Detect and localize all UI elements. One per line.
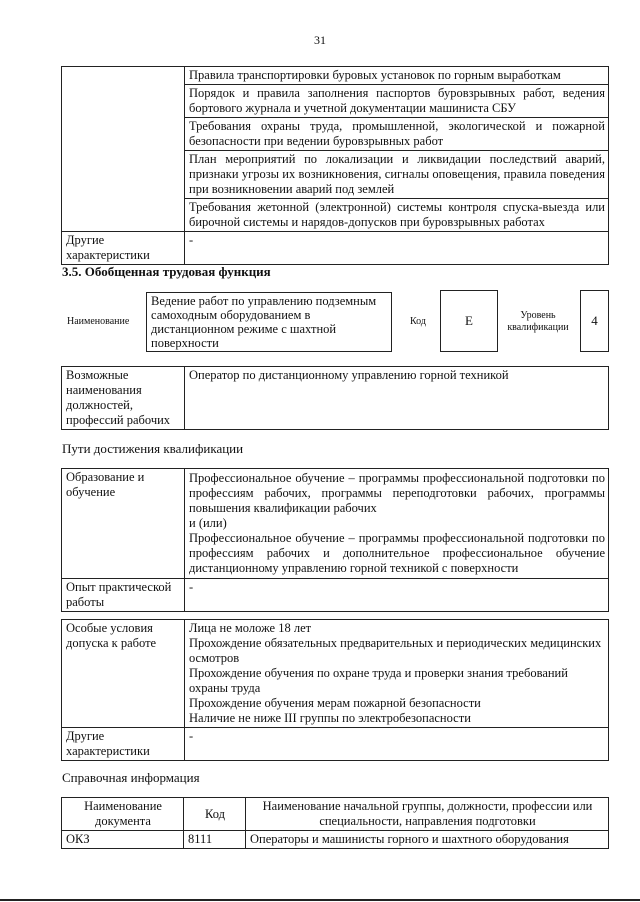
table-row xyxy=(62,232,609,265)
reference-header-name: Наименование начальной группы, должности, профессии или специальности, направления подготовки xyxy=(246,798,609,831)
reference-cell-code: 8111 xyxy=(184,831,246,849)
condition-line: Лица не моложе 18 лет xyxy=(189,621,312,635)
table-row xyxy=(62,579,609,612)
level-box xyxy=(580,290,609,352)
reference-header-document: Наименование документа xyxy=(62,798,184,831)
knowledge-item: Требования жетонной (электронной) системы контроля спуска-выезда или бирочной системы и нарядов-допусков при буровзрывных работах xyxy=(185,199,609,232)
education-table xyxy=(61,468,609,612)
possible-names-label: Возможные наименования должностей, профессий рабочих xyxy=(62,367,185,430)
function-name-box xyxy=(146,292,392,352)
education-line: и (или) xyxy=(189,516,227,530)
reference-cell-document: ОКЗ xyxy=(62,831,184,849)
table-row xyxy=(62,67,609,85)
knowledge-item: Правила транспортировки буровых установок по горным выработкам xyxy=(185,67,609,85)
paths-title: Пути достижения квалификации xyxy=(62,441,244,456)
condition-line: Прохождение обязательных предварительных и периодических медицинских осмотров xyxy=(189,636,602,665)
table-row xyxy=(62,798,609,831)
knowledge-item: Требования охраны труда, промышленной, экологической и пожарной безопасности при ведении буровзрывных работ xyxy=(185,118,609,151)
other-characteristics-label: Другие характеристики xyxy=(62,232,185,265)
code-label: Код xyxy=(410,316,426,327)
conditions-other-value: - xyxy=(185,728,609,761)
table-row xyxy=(62,831,609,849)
knowledge-item: План мероприятий по локализации и ликвидации последствий аварий, признаки угрозы их возникновения, сигналы оповещения, правила поведения при возникновении аварий под землей xyxy=(185,151,609,199)
education-line: Профессиональное обучение – программы профессиональной подготовки по профессиям рабочих и дополнительное профессиональное обучение дистанционному управлению горной техникой с поверхности xyxy=(189,531,605,575)
knowledge-item: Порядок и правила заполнения паспортов буровзрывных работ, ведения бортового журнала и учетной документации машиниста СБУ xyxy=(185,85,609,118)
education-label: Образование и обучение xyxy=(62,469,185,579)
table-row xyxy=(62,728,609,761)
table-row xyxy=(62,620,609,728)
reference-cell-name: Операторы и машинисты горного и шахтного оборудования xyxy=(246,831,609,849)
possible-names-table xyxy=(61,366,609,430)
conditions-label: Особые условия допуска к работе xyxy=(62,620,185,728)
code-box xyxy=(440,290,498,352)
section-title: 3.5. Обобщенная трудовая функция xyxy=(62,264,271,279)
knowledge-table xyxy=(61,66,609,265)
reference-title: Справочная информация xyxy=(62,770,200,785)
experience-value: - xyxy=(185,579,609,612)
other-characteristics-value: - xyxy=(185,232,609,265)
name-label: Наименование xyxy=(67,316,130,327)
table-row xyxy=(62,367,609,430)
education-line: Профессиональное обучение – программы профессиональной подготовки по профессиям рабочих, программы переподготовки рабочих, программы повышения квалификации рабочих xyxy=(189,471,605,515)
level-value: 4 xyxy=(591,313,598,328)
reference-header-code: Код xyxy=(184,798,246,831)
condition-line: Прохождение обучения по охране труда и проверки знания требований охраны труда xyxy=(189,666,568,695)
level-label: Уровень квалификации xyxy=(507,310,569,333)
condition-line: Прохождение обучения мерам пожарной безопасности xyxy=(189,696,481,710)
education-value xyxy=(185,469,609,579)
conditions-value xyxy=(185,620,609,728)
condition-line: Наличие не ниже III группы по электробезопасности xyxy=(189,711,471,725)
conditions-other-label: Другие характеристики xyxy=(62,728,185,761)
table-row xyxy=(62,469,609,579)
possible-names-value: Оператор по дистанционному управлению горной техникой xyxy=(185,367,609,430)
conditions-table xyxy=(61,619,609,761)
function-name: Ведение работ по управлению подземным самоходным оборудованием в дистанционном режиме с шахтной поверхности xyxy=(151,294,377,350)
experience-label: Опыт практической работы xyxy=(62,579,185,612)
code-value: E xyxy=(465,313,473,328)
reference-table xyxy=(61,797,609,849)
bottom-edge-line xyxy=(0,899,640,901)
page-number: 31 xyxy=(314,33,326,47)
